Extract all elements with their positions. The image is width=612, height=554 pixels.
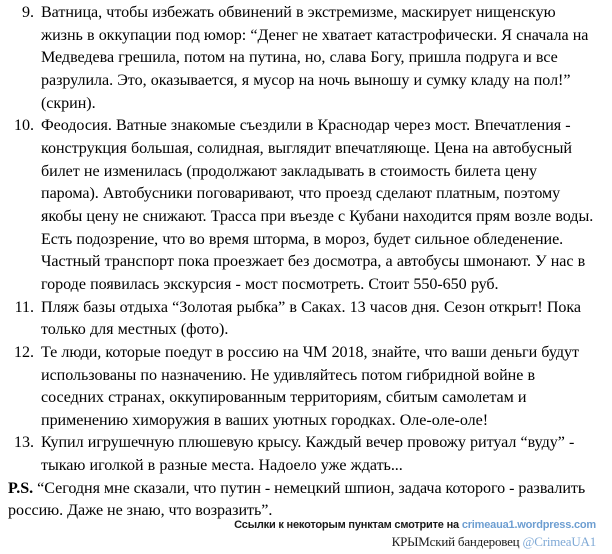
list-item <box>8 297 596 342</box>
list-item-text: Те люди, которые поедут в россию на ЧМ 2018, знайте, что ваши деньги будут использованы по назначению. Не удивляйтесь потом гибридной войне в соседних странах, оккупированным территориям, сбитым самолетам и применению химоружия в ваших уютных городках. Оле-оле-оле! <box>41 343 579 429</box>
numbered-list <box>8 2 596 478</box>
postscript-text: “Сегодня мне сказали, что путин - немецкий шпион, задача которого - развалить россию. Даже не знаю, что возразить”. <box>8 479 586 520</box>
list-item-number: 9. <box>22 4 34 21</box>
list-item <box>8 432 596 477</box>
list-item-text: Феодосия. Ватные знакомые съездили в Краснодар через мост. Впечатления - конструкция большая, солидная, выглядит впечатляюще. Цена на автобусный билет не изменилась (продолжают закладывать в стоимость билета цену парома). Автобусники поговаривают, что проезд сделают платным, поэтому якобы цену не снижают. Трасса при въезде с Кубани находится прям возле воды. Есть подозрение, что во время шторма, в мороз, будет сильное обледенение. Частный транспорт пока проезжает без досмотра, а автобусы шмонают. У нас в городе появилась экскурсия - мост посмотреть. Стоит 550-650 руб. <box>41 117 594 293</box>
postscript-label: P.S. <box>8 479 34 497</box>
list-item-text: Пляж базы отдыха “Золотая рыбка” в Саках. 13 часов дня. Сезон открыт! Пока только для местных (фото). <box>41 298 582 339</box>
footer-line-source <box>234 518 596 533</box>
list-item-text: Ватница, чтобы избежать обвинений в экстремизме, маскирует нищенскую жизнь в оккупации под юмор: “Денег не хватает катастрофически. Я сначала на Медведева грешила, потом на путина, но, слава Богу, пришла подруга и все разрулила. Это, оказывается, я мусор на ночь выношу и сумку кладу на пол!” (скрин). <box>41 4 589 112</box>
footer <box>234 518 596 550</box>
list-item-text: Купил игрушечную плюшевую крысу. Каждый вечер провожу ритуал “вуду” - тыкаю иголкой в разные места. Надоело уже ждать... <box>41 434 575 475</box>
list-item-number: 13. <box>14 434 34 452</box>
footer-twitter-handle[interactable]: @CrimeaUA1 <box>522 534 596 549</box>
list-item <box>8 2 596 115</box>
list-item-number: 11. <box>14 298 34 316</box>
footer-line-author <box>234 533 596 550</box>
footer-source-prefix: Ссылки к некоторым пунктам смотрите на <box>234 519 462 531</box>
list-item <box>8 342 596 433</box>
list-item <box>8 115 596 296</box>
footer-blog-link[interactable]: crimeaua1.wordpress.com <box>461 519 596 531</box>
list-item-number: 12. <box>14 343 34 361</box>
postscript-paragraph <box>8 478 596 523</box>
list-item-number: 10. <box>14 117 34 135</box>
footer-author-name: КРЫМский бандеровец <box>391 534 523 549</box>
